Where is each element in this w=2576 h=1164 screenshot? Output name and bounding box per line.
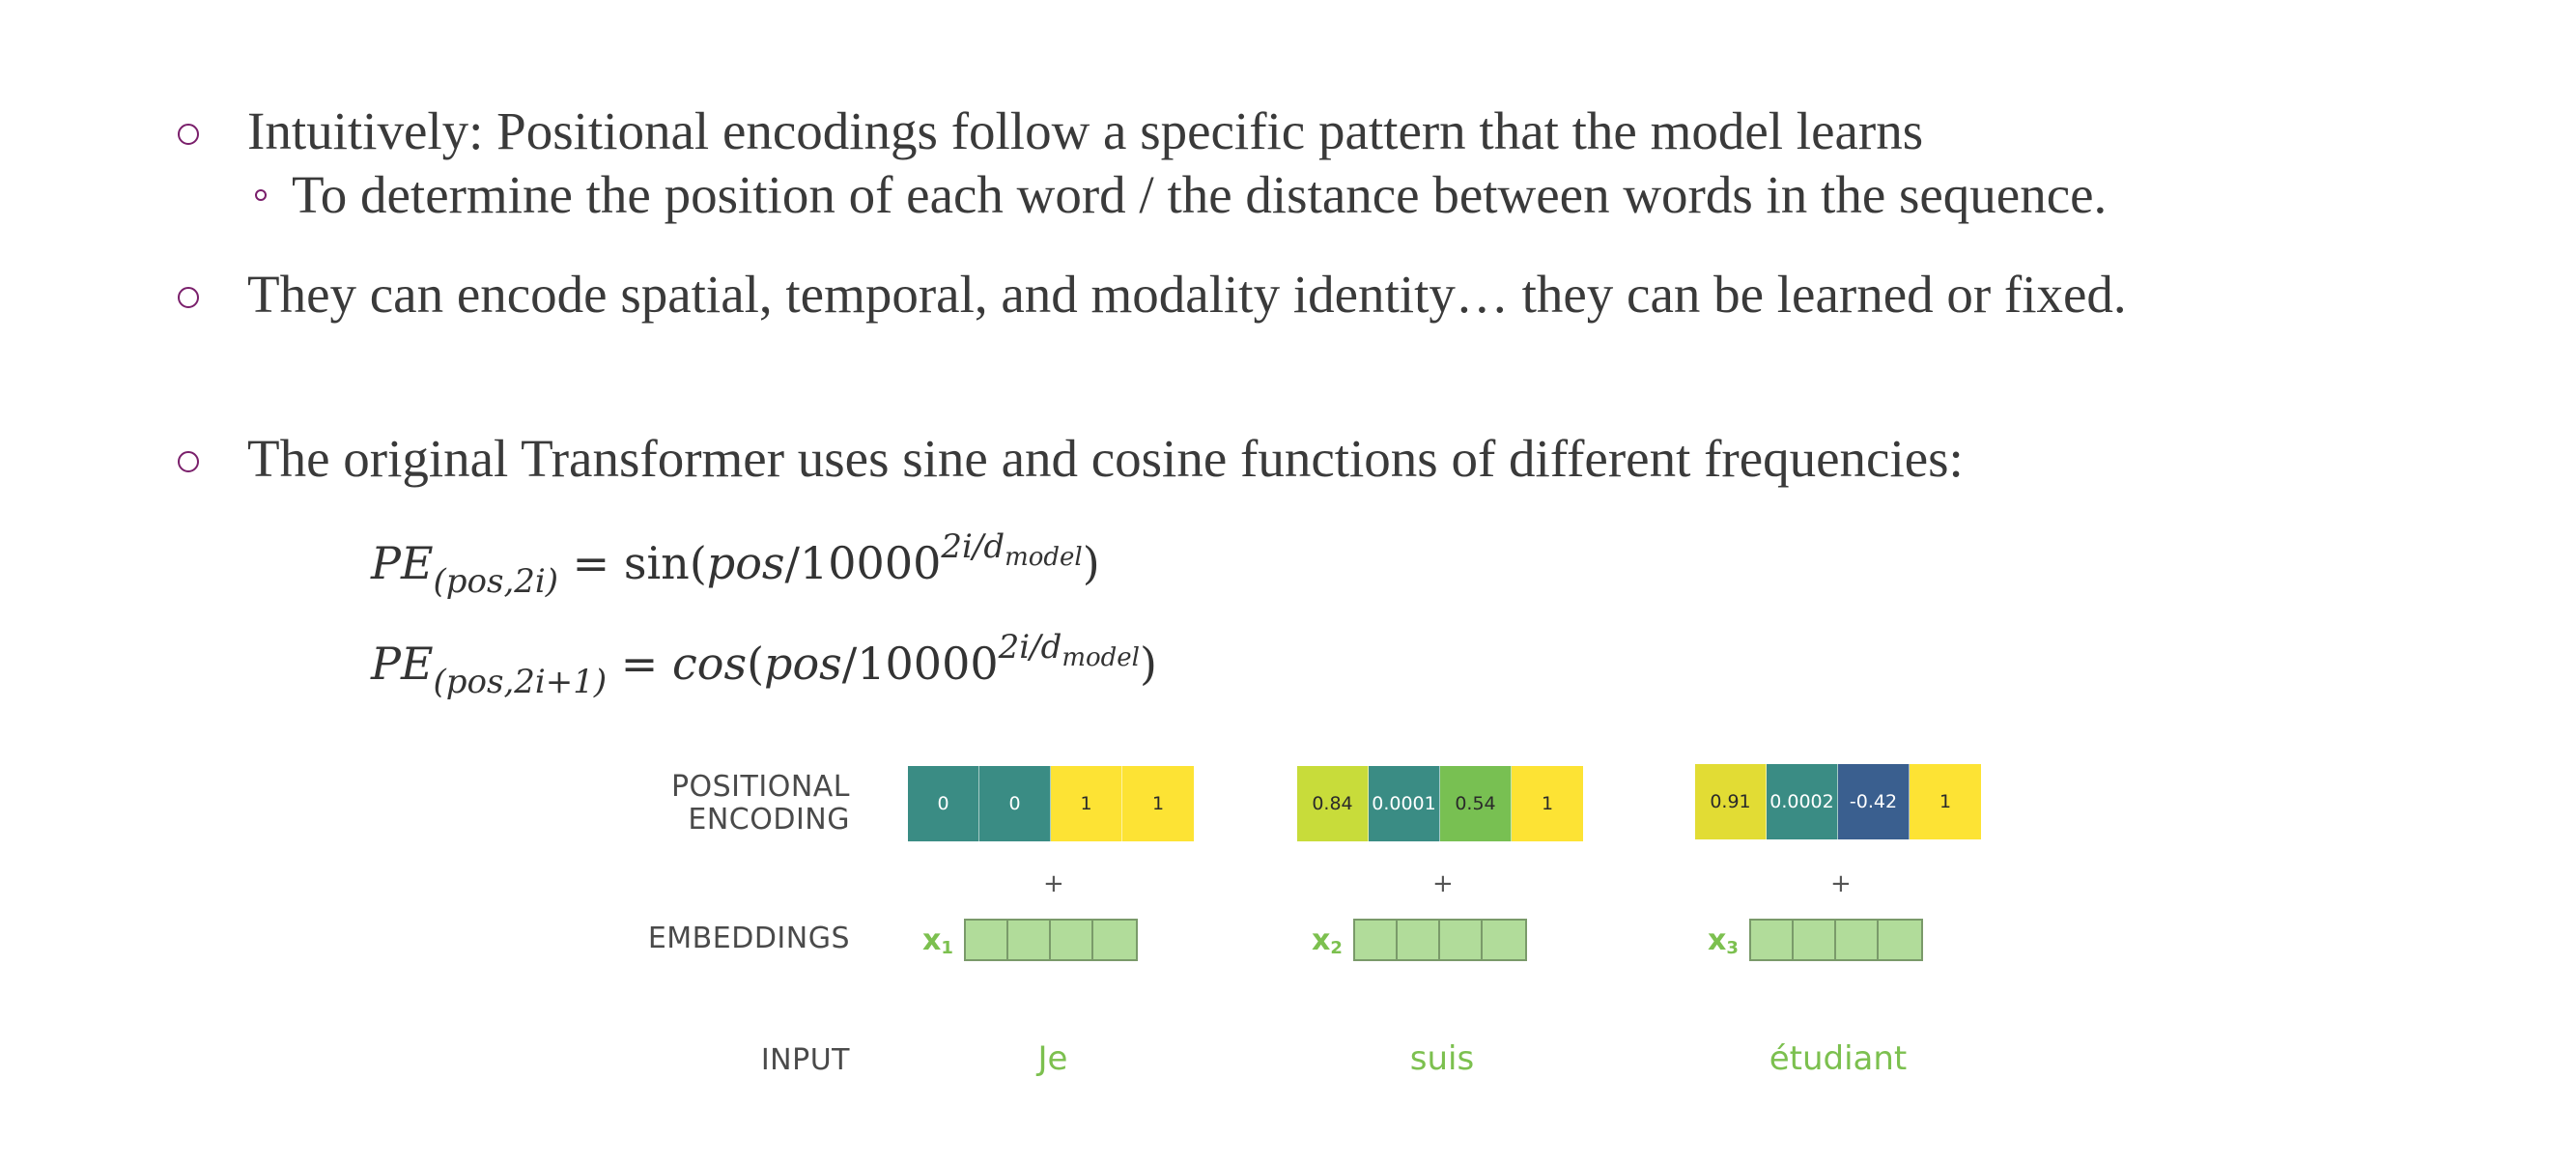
equation-sin: $PE_{(pos,2i)} = \sin(pos/10000^{2i/d_{model}})$ — [371, 527, 1100, 601]
embedding-cell — [1051, 921, 1093, 959]
plus-sign: + — [1830, 869, 1852, 898]
embedding-vector-1 — [964, 919, 1138, 961]
embedding-symbol-x2: $x_2$ — [1312, 923, 1343, 958]
sub-bullet-text-1: To determine the position of each word / the distance between words in the sequence. — [292, 165, 2108, 224]
pe-cell: 0.54 — [1440, 766, 1512, 841]
embedding-cell — [1483, 921, 1525, 959]
pe-cell: 0 — [908, 766, 979, 841]
embedding-cell — [1836, 921, 1879, 959]
pe-cell: 1 — [1051, 766, 1122, 841]
embedding-cell — [1093, 921, 1136, 959]
embedding-cell — [1355, 921, 1398, 959]
pe-cell: 1 — [1122, 766, 1194, 841]
bullet-icon — [178, 124, 199, 145]
embedding-vector-2 — [1353, 919, 1527, 961]
bullet-icon — [178, 287, 199, 308]
input-label: INPUT — [760, 1043, 850, 1077]
positional-encoding-vector-1 — [908, 766, 1194, 841]
positional-encoding-label: POSITIONAL ENCODING — [670, 770, 850, 837]
bullet-icon — [178, 451, 199, 472]
positional-encoding-vector-3 — [1695, 764, 1981, 839]
embedding-cell — [1794, 921, 1836, 959]
embedding-vector-3 — [1749, 919, 1923, 961]
input-word-2: suis — [1409, 1039, 1475, 1078]
embedding-cell — [1879, 921, 1921, 959]
pe-cell: 0 — [979, 766, 1051, 841]
embedding-cell — [1008, 921, 1051, 959]
embeddings-label: EMBEDDINGS — [647, 922, 850, 955]
embedding-symbol-x3: $x_3$ — [1708, 923, 1739, 958]
bullet-text-2: They can encode spatial, temporal, and modality identity… they can be learned or fixed. — [247, 265, 2127, 324]
embedding-cell — [966, 921, 1008, 959]
embedding-symbol-x1: $x_1$ — [922, 923, 953, 958]
pe-cell: 0.0002 — [1767, 764, 1838, 839]
equation-cos: $PE_{(pos,2i+1)} = \cos(pos/10000^{2i/d_{model}})$ — [371, 628, 1157, 701]
pe-cell: 0.0001 — [1369, 766, 1440, 841]
embedding-cell — [1440, 921, 1483, 959]
bullet-text-3: The original Transformer uses sine and cosine functions of different frequencies: — [247, 429, 1964, 488]
input-word-3: étudiant — [1769, 1039, 1908, 1078]
positional-encoding-vector-2 — [1297, 766, 1583, 841]
pe-cell: 0.91 — [1695, 764, 1767, 839]
embedding-cell — [1751, 921, 1794, 959]
input-word-1: Je — [1037, 1039, 1068, 1078]
pe-cell: 0.84 — [1297, 766, 1369, 841]
pe-cell: 1 — [1512, 766, 1583, 841]
plus-sign: + — [1432, 869, 1454, 898]
pe-cell: -0.42 — [1838, 764, 1910, 839]
plus-sign: + — [1043, 869, 1064, 898]
pe-cell: 1 — [1910, 764, 1981, 839]
sub-bullet-icon — [255, 189, 267, 201]
bullet-text-1: Intuitively: Positional encodings follow a specific pattern that the model learns — [247, 101, 1924, 160]
embedding-cell — [1398, 921, 1440, 959]
